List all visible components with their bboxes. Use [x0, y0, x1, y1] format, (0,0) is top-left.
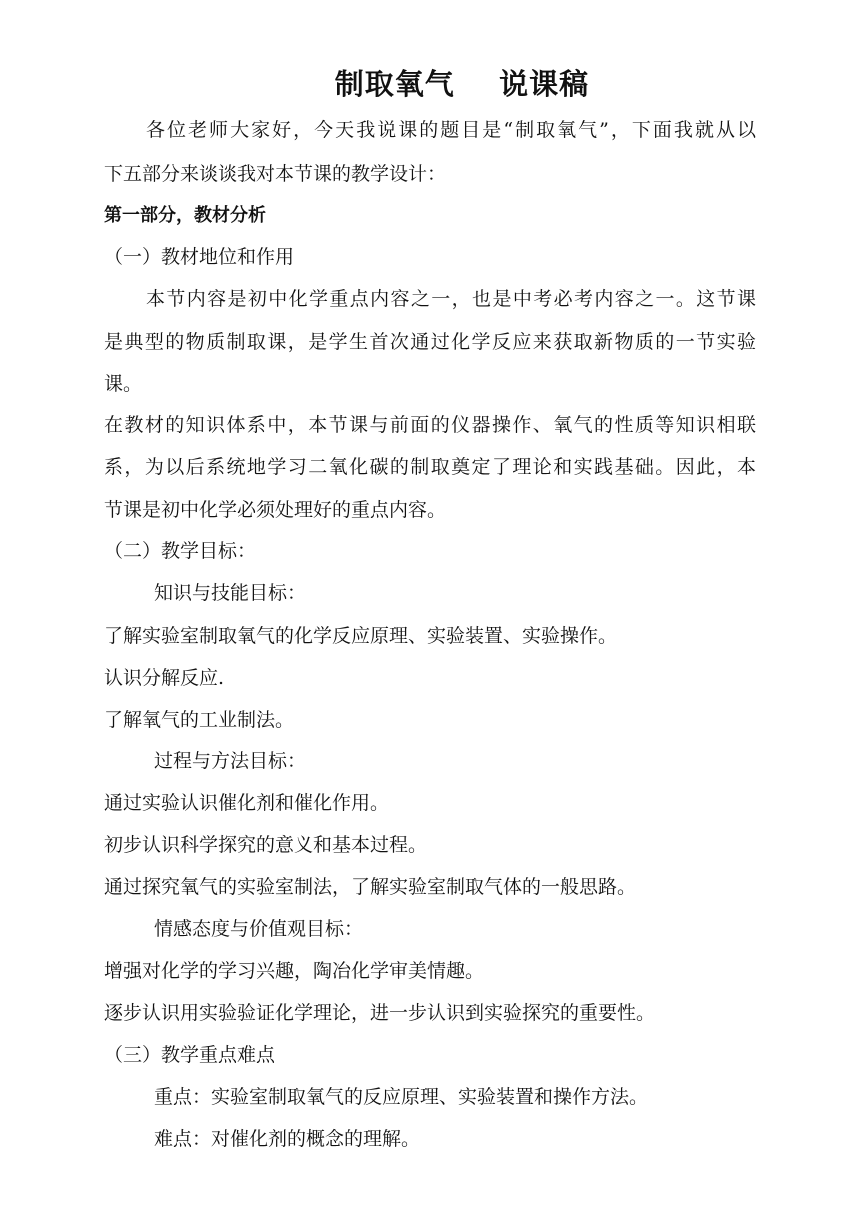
knowledge-heading: 知识与技能目标： — [154, 582, 307, 604]
intro-line-1: 各位老师大家好，今天我说课的题目是“制取氧气”，下面我就从以 — [146, 119, 756, 141]
section1-para1-line-2: 是典型的物质制取课，是学生首次通过化学反应来获取新物质的一节实验 — [104, 331, 756, 353]
section2-heading: （二）教学目标： — [104, 540, 257, 562]
process-item: 初步认识科学探究的意义和基本过程。 — [104, 834, 428, 856]
section1-para2-line-2: 系，为以后系统地学习二氧化碳的制取奠定了理论和实践基础。因此，本 — [104, 456, 756, 478]
key-point: 重点：实验室制取氧气的反应原理、实验装置和操作方法。 — [154, 1086, 649, 1108]
knowledge-item: 认识分解反应. — [104, 667, 225, 689]
knowledge-item: 了解氧气的工业制法。 — [104, 709, 295, 731]
emotion-item: 增强对化学的学习兴趣，陶冶化学审美情趣。 — [104, 960, 485, 982]
emotion-heading: 情感态度与价值观目标： — [154, 918, 364, 940]
section1-para1-line-3: 课。 — [104, 373, 143, 395]
section3-heading: （三）教学重点难点 — [104, 1044, 276, 1066]
section1-para1-line-1: 本节内容是初中化学重点内容之一，也是中考必考内容之一。这节课 — [146, 288, 756, 310]
part1-heading: 第一部分，教材分析 — [104, 205, 266, 226]
intro-line-2: 下五部分来谈谈我对本节课的教学设计： — [104, 163, 447, 185]
process-item: 通过实验认识催化剂和催化作用。 — [104, 792, 390, 814]
process-item: 通过探究氧气的实验室制法，了解实验室制取气体的一般思路。 — [104, 876, 637, 898]
section1-para2-line-3: 节课是初中化学必须处理好的重点内容。 — [104, 499, 447, 521]
difficulty: 难点：对催化剂的概念的理解。 — [154, 1128, 421, 1150]
section1-heading: （一）教材地位和作用 — [104, 246, 295, 268]
page-title: 制取氧气 说课稿 — [334, 67, 590, 101]
section1-para2-line-1: 在教材的知识体系中，本节课与前面的仪器操作、氧气的性质等知识相联 — [104, 414, 756, 436]
process-heading: 过程与方法目标： — [154, 750, 307, 772]
knowledge-item: 了解实验室制取氧气的化学反应原理、实验装置、实验操作。 — [104, 625, 618, 647]
emotion-item: 逐步认识用实验验证化学理论，进一步认识到实验探究的重要性。 — [104, 1002, 656, 1024]
